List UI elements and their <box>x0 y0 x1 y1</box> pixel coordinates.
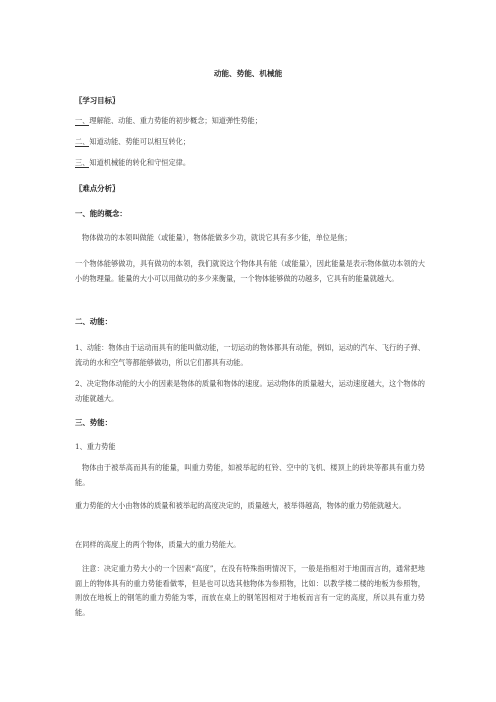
document-title: 动能、势能、机械能 <box>213 69 283 78</box>
section-2-paragraph-2: 2、决定物体动能的大小的因素是物体的质量和物体的速度。运动物体的质量越大，运动速度越大，这个物体的动能就越大。 <box>75 379 425 403</box>
section-1-paragraph-2: 一个物体能够做功，具有做功的本领，我们就说这个物体具有能（或能量），因此能量是表示物体做功本领的大小的物理量。能量的大小可以用做功的多少来衡量，一个物体能够做的功越多，它具有的能量就越大。 <box>75 259 425 283</box>
section-3-paragraph-4: 注意：决定重力势大小的一个因素“高度”，在没有特殊指明情况下，一般是指相对于地面而言的，通常把地面上的物体具有的重力势能看做零，但是也可以选其他物体为参照物，比如：以教学楼二楼的地板为参照物，则放在地板上的钢笔的重力势能为零，而放在桌上的钢笔因相对于地板而言有一定的高度，所以具有重力势能。 <box>75 564 425 617</box>
learning-goals-heading: 〖学习目标〗 <box>75 96 120 105</box>
section-3-paragraph-3: 在同样的高度上的两个物体，质量大的重力势能大。 <box>75 540 241 549</box>
section-3-paragraph-2: 重力势能的大小由物体的质量和被举起的高度决定的，质量越大，被举得越高，物体的重力势能就越大。 <box>75 501 406 510</box>
section-2-paragraph-1: 1、动能：物体由于运动而具有的能叫做动能，一切运动的物体都具有动能，例如，运动的汽车、飞行的子弹、流动的水和空气等都能够做功，所以它们都具有动能。 <box>75 343 425 367</box>
section-3-heading: 三、势能： <box>75 418 112 427</box>
goal-item-1-text: 理解能、动能、重力势能的初步概念；知道弹性势能； <box>89 116 262 125</box>
goal-item-2-prefix: 二、 <box>75 137 90 146</box>
goal-item-2-text: 知道动能、势能可以相互转化； <box>89 137 191 146</box>
goal-item-2 <box>75 135 427 149</box>
goal-item-1-prefix: 一、 <box>75 116 90 125</box>
goal-item-3 <box>75 156 427 170</box>
analysis-heading: 〖难点分析〗 <box>75 184 120 193</box>
goal-item-1 <box>75 114 427 128</box>
section-1-paragraph-1: 物体做功的本领叫做能（或能量），物体能做多少功，就说它具有多少能，单位是焦； <box>82 233 352 242</box>
section-1-heading: 一、能的概念： <box>75 209 127 218</box>
section-3-subheading: 1、重力势能 <box>75 442 116 451</box>
section-3-paragraph-1: 物体由于被举高而具有的能量，叫重力势能，如被举起的杠铃、空中的飞机、楼顶上的砖块等都具有重力势能。 <box>75 463 425 487</box>
goal-item-3-prefix: 三、 <box>75 158 90 167</box>
section-2-heading: 二、动能： <box>75 317 112 326</box>
goal-item-3-text: 知道机械能的转化和守恒定律。 <box>89 158 191 167</box>
